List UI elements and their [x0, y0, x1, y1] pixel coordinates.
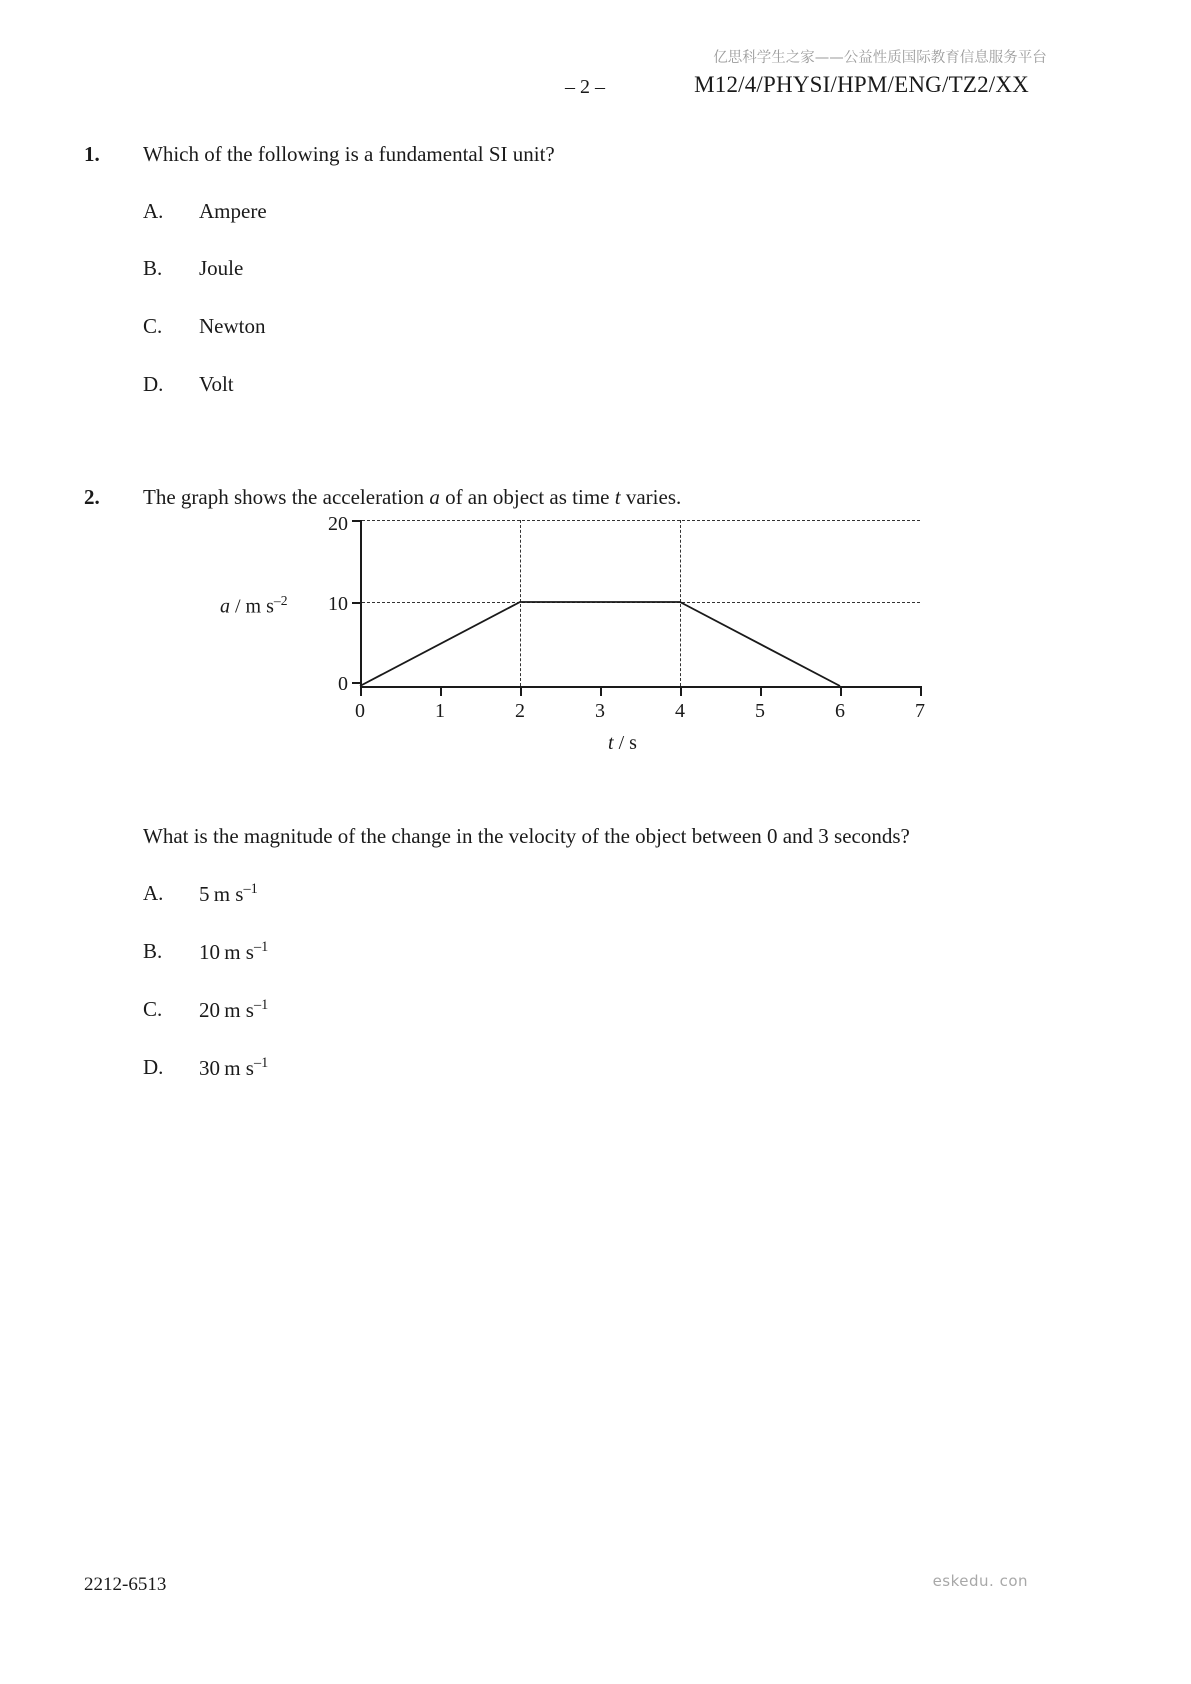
q2-b-value: 10: [199, 940, 220, 964]
question-2-number: 2.: [84, 485, 100, 509]
q2-c-exp: –1: [253, 997, 269, 1013]
q2-d-value: 30: [199, 1056, 220, 1080]
q2-option-b-text[interactable]: [199, 939, 268, 965]
q2-option-d-text[interactable]: [199, 1055, 268, 1081]
q2-stem-part1: The graph shows the acceleration: [143, 485, 430, 509]
q1-option-c-letter: C.: [143, 314, 163, 338]
y-axis-var: a: [220, 595, 230, 618]
y-tick-20: 20: [328, 513, 348, 535]
x-tick-2: 2: [515, 700, 525, 722]
q2-option-c-letter: C.: [143, 997, 163, 1021]
y-tick-0: 0: [338, 673, 348, 695]
q2-b-unit: m s: [224, 940, 254, 964]
x-axis-var: t: [608, 732, 614, 754]
acceleration-time-graph: [220, 513, 980, 760]
question-2-stem: [143, 485, 681, 510]
q1-option-d-text[interactable]: Volt: [199, 372, 234, 396]
paper-code: M12/4/PHYSI/HPM/ENG/TZ2/XX: [694, 72, 1029, 97]
q2-stem-part2: of an object as time: [439, 485, 615, 509]
q2-a-exp: –1: [243, 881, 258, 897]
bottom-watermark: eskedu. con: [932, 1572, 1028, 1590]
q1-option-b-text[interactable]: Joule: [199, 256, 244, 280]
y-axis-unit: / m s: [235, 595, 274, 618]
q2-var-a: a: [429, 485, 440, 509]
x-tick-6: 6: [835, 700, 845, 722]
q2-a-value: 5: [199, 882, 210, 906]
x-tick-4: 4: [675, 700, 685, 722]
y-axis-exp: –2: [273, 593, 288, 608]
q1-option-b-letter: B.: [143, 256, 163, 280]
graph-data-line: [240, 520, 980, 760]
page-number: – 2 –: [565, 76, 605, 98]
q2-c-value: 20: [199, 998, 220, 1022]
q2-d-exp: –1: [253, 1055, 269, 1071]
q2-option-a-letter: A.: [143, 881, 164, 905]
q2-option-a-text[interactable]: [199, 881, 258, 907]
q2-stem-part3: varies.: [620, 485, 682, 509]
x-tick-3: 3: [595, 700, 605, 722]
question-1-number: 1.: [84, 142, 100, 166]
x-axis-label: t / s: [608, 732, 637, 754]
x-tick-0: 0: [355, 700, 365, 722]
q2-d-unit: m s: [224, 1056, 254, 1080]
q2-c-unit: m s: [224, 998, 254, 1022]
document-code: 2212-6513: [84, 1574, 167, 1595]
q1-option-c-text[interactable]: Newton: [199, 314, 266, 338]
question-2-sub-question: What is the magnitude of the change in the velocity of the object between 0 and 3 seconds?: [143, 824, 910, 848]
q2-option-d-letter: D.: [143, 1055, 164, 1079]
q2-option-c-text[interactable]: [199, 997, 268, 1023]
q2-option-b-letter: B.: [143, 939, 163, 963]
q1-option-a-text[interactable]: Ampere: [199, 199, 267, 223]
question-1-stem: Which of the following is a fundamental SI unit?: [143, 142, 555, 166]
q2-var-t: t: [614, 485, 621, 509]
x-tick-5: 5: [755, 700, 765, 722]
y-tick-10: 10: [328, 593, 348, 615]
q2-b-exp: –1: [253, 939, 269, 955]
q1-option-a-letter: A.: [143, 199, 164, 223]
q1-option-d-letter: D.: [143, 372, 164, 396]
top-watermark: 亿思科学生之家——公益性质国际教育信息服务平台: [713, 50, 1047, 66]
x-tick-1: 1: [435, 700, 445, 722]
q2-a-unit: m s: [213, 882, 244, 906]
x-tick-7: 7: [915, 700, 925, 722]
